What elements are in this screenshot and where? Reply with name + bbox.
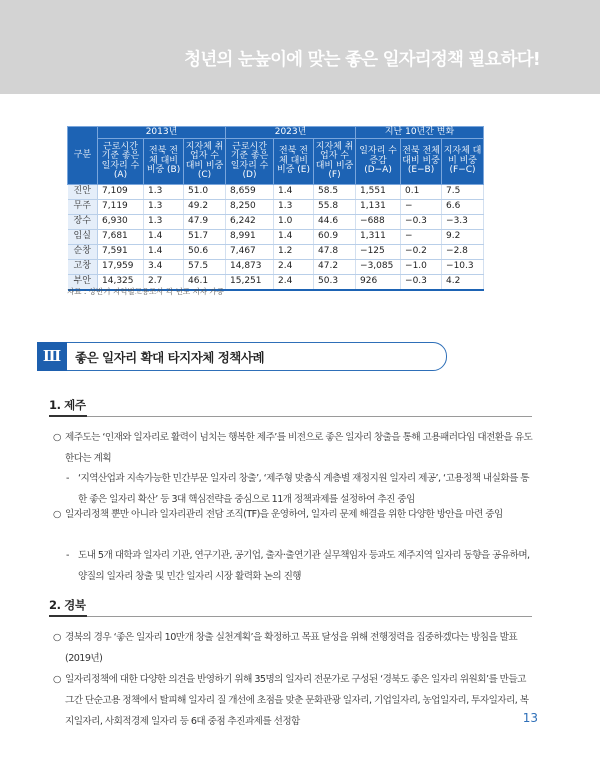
dash-bullet: - — [66, 473, 69, 484]
table-cell: 6,930 — [98, 215, 144, 230]
table-cell: 14,325 — [98, 275, 144, 291]
table-cell: 57.5 — [184, 260, 226, 275]
table-column-header: 지자체 취업자 수 대비 비중 (C) — [184, 139, 226, 185]
table-cell: 1.4 — [144, 230, 184, 245]
table-cell: 14,873 — [226, 260, 274, 275]
subsection-underline — [49, 615, 87, 617]
table-row — [68, 260, 484, 275]
table-row-region: 진안 — [68, 185, 98, 200]
table-cell: 7.5 — [442, 185, 484, 200]
table-cell: −2.8 — [442, 245, 484, 260]
table-cell: 1,551 — [356, 185, 401, 200]
table-cell: 8,991 — [226, 230, 274, 245]
table-column-header: 근로시간 기준 좋은 일자리 수 (D) — [226, 139, 274, 185]
table-cell: 44.6 — [314, 215, 356, 230]
page-header-title: 청년의 눈높이에 맞는 좋은 일자리정책 필요하다! — [184, 50, 540, 70]
table-cell: 60.9 — [314, 230, 356, 245]
table-cell: 8,659 — [226, 185, 274, 200]
table-cell: 3.4 — [144, 260, 184, 275]
table-column-header: 일자리 수 증감 (D−A) — [356, 139, 401, 185]
table-row-region: 고창 — [68, 260, 98, 275]
section-number: Ⅲ — [37, 342, 67, 371]
table-group-header: 2023년 — [226, 127, 356, 139]
table-cell: 7,467 — [226, 245, 274, 260]
table-column-header: 전북 전체 대비 비중 (E−B) — [401, 139, 442, 185]
table-row — [68, 200, 484, 215]
paragraph-text: 제주도는 ‘ — [65, 432, 105, 443]
table-cell: − — [401, 230, 442, 245]
table-cell: 47.9 — [184, 215, 226, 230]
subsection-title-jeju: 1. 제주 — [49, 398, 86, 412]
dash-bullet: - — [66, 550, 69, 561]
table-cell: 6,242 — [226, 215, 274, 230]
circle-bullet: ○ — [53, 509, 61, 520]
paragraph-text: 일자리정책에 대한 다양한 의견을 반영하기 위해 35명의 일자리 전문가로 구성된 ‘경북도 좋은 일자리 위원회’를 만들고 그간 단순고용 정책에서 탈피해 일자리 질 개선에 초점을 맞춘 문화관광 일자리, 기업일자리, 농업일자리, 투자일자리, 복지일자리, 사회적경제 일자리 등 6대 중점 추진과제를 선정함 — [65, 674, 529, 727]
table-cell: 6.6 — [442, 200, 484, 215]
table-cell: 7,681 — [98, 230, 144, 245]
page-number: 13 — [522, 711, 538, 725]
table-group-header: 지난 10년간 변화 — [356, 127, 484, 139]
paragraph-text: 일자리정책 뿐만 아니라 일자리관리 전담 조직(TF)을 운영하여, 일자리 문제 해결을 위한 다양한 방안을 마련 중임 — [65, 509, 503, 520]
table-cell: 2.4 — [274, 275, 314, 291]
table-cell: −125 — [356, 245, 401, 260]
table-cell: 1.4 — [144, 245, 184, 260]
table-cell: −1.0 — [401, 260, 442, 275]
table-column-header: 전북 전체 대비 비중 (B) — [144, 139, 184, 185]
table-corner: 구분 — [68, 127, 98, 185]
table-cell: 1.4 — [274, 230, 314, 245]
table-cell: 4.2 — [442, 275, 484, 291]
table-row-region: 임실 — [68, 230, 98, 245]
table-cell: 50.3 — [314, 275, 356, 291]
table-cell: 7,591 — [98, 245, 144, 260]
circle-bullet: ○ — [53, 632, 61, 643]
table-cell: −3,085 — [356, 260, 401, 275]
paragraph-text: 인재와 일자리로 활력이 넘치는 행복한 제주’를 비전으로 좋은 일자리 창출을 통해 고용패러다임 대전환을 유도한다는 계획 — [65, 432, 533, 464]
table-cell: −3.3 — [442, 215, 484, 230]
table-row — [68, 245, 484, 260]
table-cell: 51.7 — [184, 230, 226, 245]
table-row — [68, 185, 484, 200]
subsection-underline — [49, 415, 87, 417]
table-cell: 1.4 — [274, 185, 314, 200]
bullet-paragraph — [53, 427, 534, 469]
table-cell: 7,119 — [98, 200, 144, 215]
table-column-header: 전북 전체 대비 비중 (E) — [274, 139, 314, 185]
table-cell: 1.3 — [144, 200, 184, 215]
table-cell: 15,251 — [226, 275, 274, 291]
table-column-header: 지자체 취업자 수 대비 비중 (F) — [314, 139, 356, 185]
table-row-region: 순창 — [68, 245, 98, 260]
table-cell: −0.3 — [401, 275, 442, 291]
table-cell: 7,109 — [98, 185, 144, 200]
table-source-note: 자료 : 상반기 지역별고용조사 각 년도 저자 가공 — [67, 287, 224, 296]
table-cell: 1.0 — [274, 215, 314, 230]
table-cell: 47.2 — [314, 260, 356, 275]
table-cell: −0.2 — [401, 245, 442, 260]
table-cell: 2.4 — [274, 260, 314, 275]
table-cell: 8,250 — [226, 200, 274, 215]
subsection-title-gyeongbuk: 2. 경북 — [49, 598, 86, 612]
table-cell: 1.2 — [274, 245, 314, 260]
table-cell: 50.6 — [184, 245, 226, 260]
table-row-region: 무주 — [68, 200, 98, 215]
table-cell: 1.3 — [144, 185, 184, 200]
table-cell: − — [401, 200, 442, 215]
table-cell: 926 — [356, 275, 401, 291]
table-row — [68, 215, 484, 230]
table-cell: 51.0 — [184, 185, 226, 200]
table-column-header: 근로시간 기준 좋은 일자리 수 (A) — [98, 139, 144, 185]
table-column-header: 지자체 대비 비중 (F−C) — [442, 139, 484, 185]
table-cell: 0.1 — [401, 185, 442, 200]
table-cell: −10.3 — [442, 260, 484, 275]
table-cell: 47.8 — [314, 245, 356, 260]
table-cell: 1.3 — [144, 215, 184, 230]
table-cell: 49.2 — [184, 200, 226, 215]
bullet-paragraph — [53, 504, 534, 525]
paragraph-text: 경북의 경우 ‘좋은 일자리 10만개 창출 실천계획’을 확정하고 목표 달성을 위해 전행정력을 집중하겠다는 방침을 발표(2019년) — [65, 632, 518, 664]
paragraph-text: 도내 5개 대학과 일자리 기관, 연구기관, 공기업, 출자·출연기관 실무책임자 등과도 제주지역 일자리 동향을 공유하며, 양질의 일자리 창출 및 민간 일자리 시장 활력화 논의 진행 — [78, 550, 530, 582]
section-title: 좋은 일자리 확대 타지자체 정책사례 — [75, 350, 265, 365]
table-cell: 1,311 — [356, 230, 401, 245]
table-cell: −0.3 — [401, 215, 442, 230]
table-cell: 17,959 — [98, 260, 144, 275]
table-row-region: 장수 — [68, 215, 98, 230]
jobs-table — [67, 126, 484, 291]
table-cell: 46.1 — [184, 275, 226, 291]
table-cell: 1,131 — [356, 200, 401, 215]
circle-bullet: ○ — [53, 674, 61, 685]
bullet-paragraph — [53, 669, 534, 732]
bullet-paragraph — [53, 627, 534, 669]
table-cell: 55.8 — [314, 200, 356, 215]
table-cell: 9.2 — [442, 230, 484, 245]
table-row-region: 부안 — [68, 275, 98, 291]
table-cell: 58.5 — [314, 185, 356, 200]
dash-paragraph — [66, 545, 534, 587]
table-cell: 2.7 — [144, 275, 184, 291]
circle-bullet: ○ — [53, 432, 61, 443]
table-cell: −688 — [356, 215, 401, 230]
table-group-header: 2013년 — [98, 127, 226, 139]
subsection-rule — [49, 416, 532, 417]
table-cell: 1.3 — [274, 200, 314, 215]
paragraph-text: ‘지역산업과 지속가능한 민간부문 일자리 창출’, ‘제주형 맞춤식 계층별 재정지원 일자리 제공’, ‘고용정책 내실화를 통한 좋은 일자리 확산’ 등 3대 핵심전략을 중심으로 11개 정책과제를 설정하여 추진 중임 — [78, 473, 529, 505]
subsection-rule — [49, 616, 532, 617]
table-row — [68, 230, 484, 245]
